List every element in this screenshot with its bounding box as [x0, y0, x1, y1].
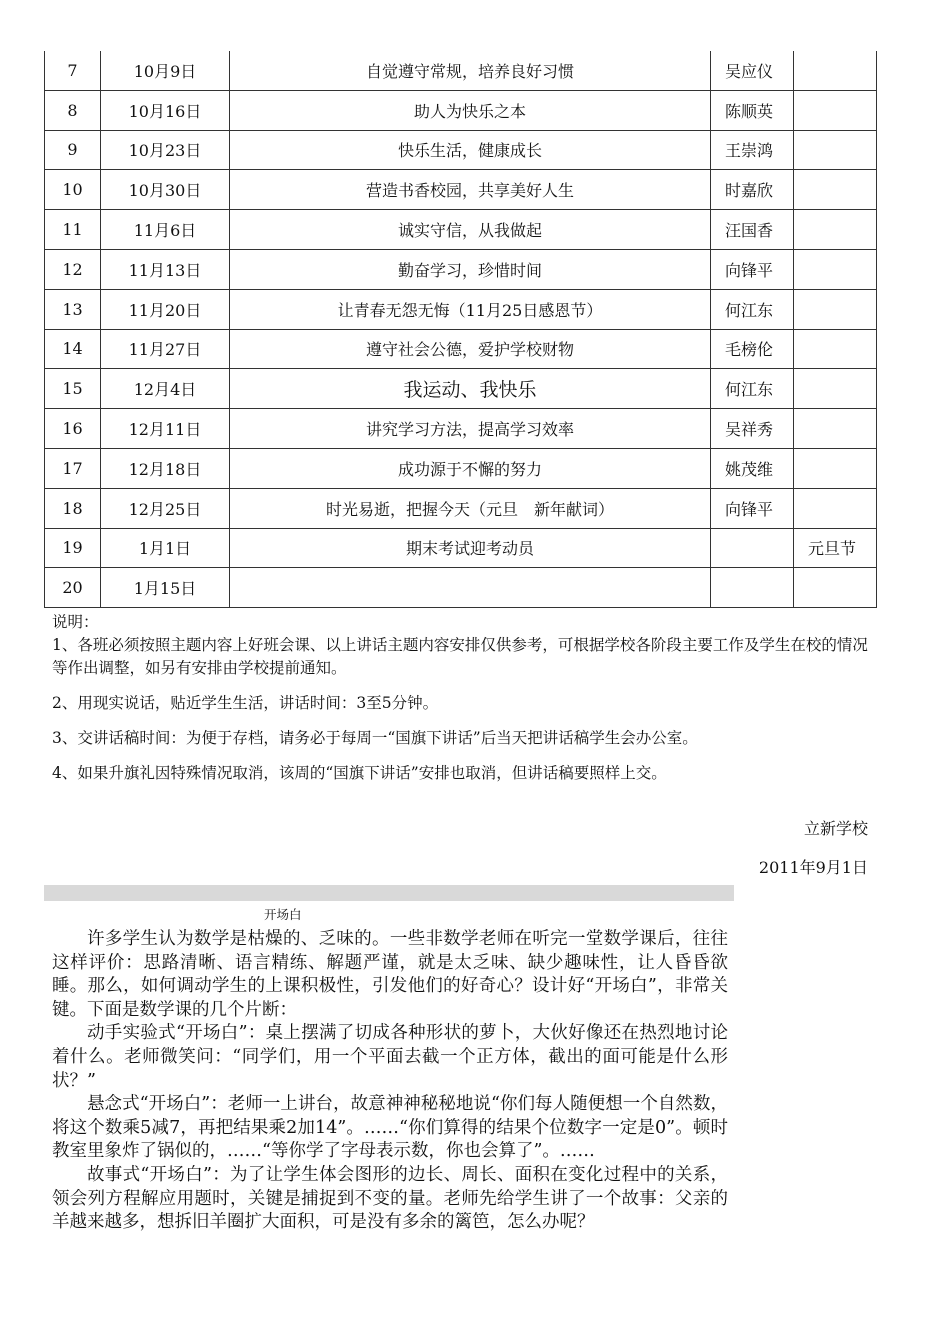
article-title: 开场白: [264, 907, 302, 922]
row-speaker: 陈顺英: [711, 90, 794, 130]
row-date: 12月4日: [101, 369, 230, 409]
schedule-table: [44, 51, 877, 608]
row-remark: [794, 329, 877, 369]
row-speaker: 何江东: [711, 369, 794, 409]
row-remark: [794, 170, 877, 210]
row-topic: 营造书香校园，共享美好人生: [230, 170, 711, 210]
row-number: 7: [45, 51, 101, 90]
table-row: [45, 51, 877, 90]
row-number: 18: [45, 488, 101, 528]
row-number: 20: [45, 568, 101, 608]
row-topic: [230, 568, 711, 608]
row-date: 10月16日: [101, 90, 230, 130]
row-number: 16: [45, 409, 101, 449]
row-speaker: 吴应仪: [711, 51, 794, 90]
row-remark: [794, 488, 877, 528]
row-remark: [794, 568, 877, 608]
row-number: 8: [45, 90, 101, 130]
notes-section: [52, 611, 872, 785]
row-date: 12月18日: [101, 448, 230, 488]
row-remark: [794, 249, 877, 289]
row-number: 19: [45, 528, 101, 568]
table-row: [45, 409, 877, 449]
table-row: [45, 90, 877, 130]
row-number: 11: [45, 210, 101, 250]
table-row: [45, 488, 877, 528]
notes-heading: 说明：: [52, 613, 99, 631]
row-number: 9: [45, 130, 101, 170]
notes-item-3: 3、交讲话稿时间：为便于存档，请务必于每周一“国旗下讲话”后当天把讲话稿学生会办公室。: [52, 729, 698, 747]
row-number: 17: [45, 448, 101, 488]
table-row: [45, 448, 877, 488]
row-speaker: 姚茂维: [711, 448, 794, 488]
row-remark: [794, 448, 877, 488]
row-topic: 时光易逝，把握今天（元旦 新年献词）: [230, 488, 711, 528]
row-speaker: [711, 528, 794, 568]
row-speaker: 毛榜伦: [711, 329, 794, 369]
row-number: 13: [45, 289, 101, 329]
row-topic: 快乐生活，健康成长: [230, 130, 711, 170]
row-remark: [794, 90, 877, 130]
table-row: [45, 210, 877, 250]
row-date: 10月30日: [101, 170, 230, 210]
row-speaker: [711, 568, 794, 608]
row-date: 11月6日: [101, 210, 230, 250]
signature-date: 2011年9月1日: [758, 858, 868, 877]
notes-item-1: 1、各班必须按照主题内容上好班会课、以上讲话主题内容安排仅供参考，可根据学校各阶段主要工作及学生在校的情况等作出调整，如另有安排由学校提前通知。: [52, 636, 868, 677]
notes-item-4: 4、如果升旗礼因特殊情况取消，该周的“国旗下讲话”安排也取消，但讲话稿要照样上交。: [52, 764, 667, 782]
row-topic: 让青春无怨无悔（11月25日感恩节）: [230, 289, 711, 329]
row-topic: 自觉遵守常规，培养良好习惯: [230, 51, 711, 90]
row-speaker: 向锋平: [711, 249, 794, 289]
row-number: 14: [45, 329, 101, 369]
row-date: 10月23日: [101, 130, 230, 170]
row-remark: [794, 409, 877, 449]
row-speaker: 吴祥秀: [711, 409, 794, 449]
row-number: 10: [45, 170, 101, 210]
table-row: [45, 528, 877, 568]
row-date: 12月25日: [101, 488, 230, 528]
notes-item-2: 2、用现实说话，贴近学生生活，讲话时间：3至5分钟。: [52, 694, 439, 712]
article-paragraph: 悬念式“开场白”：老师一上讲台，故意神神秘秘地说“你们每人随便想一个自然数，将这个数乘5减7，再把结果乘2加14”。……“你们算得的结果个位数字一定是0”。顿时教室里象炸了锅似的，……“等你学了字母表示数，你也会算了”。……: [52, 1094, 728, 1162]
schedule-body: [45, 51, 877, 608]
row-number: 15: [45, 369, 101, 409]
row-remark: [794, 130, 877, 170]
row-date: 1月1日: [101, 528, 230, 568]
row-date: 11月13日: [101, 249, 230, 289]
row-remark: [794, 210, 877, 250]
row-remark: [794, 289, 877, 329]
row-topic: 勤奋学习，珍惜时间: [230, 249, 711, 289]
row-topic: 我运动、我快乐: [230, 369, 711, 409]
row-topic: 助人为快乐之本: [230, 90, 711, 130]
table-row: [45, 289, 877, 329]
table-row: [45, 369, 877, 409]
row-speaker: 汪国香: [711, 210, 794, 250]
row-topic: 期末考试迎考动员: [230, 528, 711, 568]
row-speaker: 何江东: [711, 289, 794, 329]
signature-school: 立新学校: [803, 819, 868, 838]
row-remark: [794, 369, 877, 409]
row-speaker: 时嘉欣: [711, 170, 794, 210]
row-topic: 遵守社会公德，爱护学校财物: [230, 329, 711, 369]
row-speaker: 向锋平: [711, 488, 794, 528]
row-remark: 元旦节: [794, 528, 877, 568]
table-row: [45, 568, 877, 608]
article-paragraph: 故事式“开场白”：为了让学生体会图形的边长、周长、面积在变化过程中的关系，领会列方程解应用题时，关键是捕捉到不变的量。老师先给学生讲了一个故事：父亲的羊越来越多，想拆旧羊圈扩大面积，可是没有多余的篱笆，怎么办呢？: [52, 1164, 728, 1233]
row-topic: 诚实守信，从我做起: [230, 210, 711, 250]
table-row: [45, 130, 877, 170]
row-topic: 讲究学习方法，提高学习效率: [230, 409, 711, 449]
article-body: [52, 928, 728, 1235]
row-date: 1月15日: [101, 568, 230, 608]
row-remark: [794, 51, 877, 90]
table-row: [45, 329, 877, 369]
row-number: 12: [45, 249, 101, 289]
table-row: [45, 170, 877, 210]
row-date: 11月20日: [101, 289, 230, 329]
row-speaker: 王崇鸿: [711, 130, 794, 170]
table-row: [45, 249, 877, 289]
article-paragraph: 动手实验式“开场白”：桌上摆满了切成各种形状的萝卜，大伙好像还在热烈地讨论着什么。老师微笑问：“同学们，用一个平面去截一个正方体，截出的面可能是什么形状？”: [52, 1023, 728, 1091]
section-divider: [44, 885, 734, 901]
row-topic: 成功源于不懈的努力: [230, 448, 711, 488]
row-date: 12月11日: [101, 409, 230, 449]
row-date: 11月27日: [101, 329, 230, 369]
article-paragraph: 许多学生认为数学是枯燥的、乏味的。一些非数学老师在听完一堂数学课后，往往这样评价：思路清晰、语言精练、解题严谨，就是太乏味、缺少趣味性，让人昏昏欲睡。那么，如何调动学生的上课积极性，引发他们的好奇心？设计好“开场白”，非常关键。下面是数学课的几个片断：: [52, 929, 728, 1020]
row-date: 10月9日: [101, 51, 230, 90]
